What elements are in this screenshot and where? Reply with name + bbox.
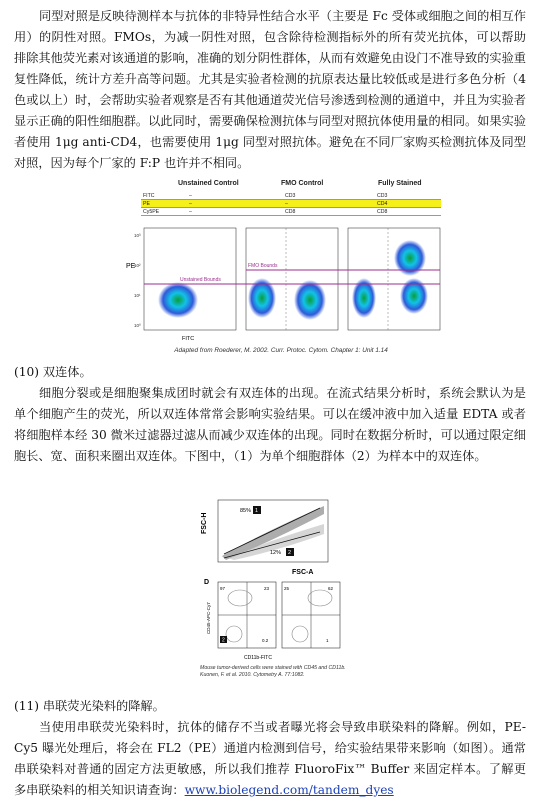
unstained-bounds-label: Unstained Bounds [180,277,221,283]
figure-caption: Mouse tumor-derived cells were stained with CD45 and CD11b. [200,665,346,671]
table-row: FITC – CD3 CD3 [141,192,441,200]
x-axis-label: FITC [182,336,195,342]
figure-caption: Adapted from Roederer, M. 2002. Curr. Protoc. Cytom. Chapter 1: Unit 1.14 [174,347,388,354]
pct-singlets: 85% [240,508,252,514]
quadrant-value: 0.2 [262,638,269,643]
header-fmo: FMO Control [281,180,324,187]
paragraph-doublets: 细胞分裂或是细胞聚集成团时就会有双连体的出现。在流式结果分析时，系统会默认为是单个细胞产生的荧光，所以双连体常常会影响实验结果。可以在缓冲液中加入适量 EDTA 或者将细胞样本经 30 微米过滤器过滤从而减少双连体的出现。同时在数据分析时，可以通过限定细胞长、宽、面积来圈出双连体。下图中，（1）为单个细胞群体（2）为样本中的双连体。 [14,386,526,463]
cell-population [294,280,326,320]
cd11b-axis-label: CD11b-FITC [244,655,272,661]
quadrant-gate-label: 2 [222,637,225,644]
cd45-axis-label: CD45-APC-Cy7 [206,602,211,634]
doublet-plots [200,494,348,670]
header-unstained: Unstained Control [178,180,239,187]
cell-population [394,240,426,276]
quadrant-value: 97 [220,586,226,591]
fmo-control-figure [116,180,446,358]
table-row: PE – – CD4 [141,200,441,208]
flow-dot-plots [116,180,446,345]
gate-2-label: 2 [288,550,292,556]
panel-label: D [204,579,210,586]
fsc-a-label: FSC-A [292,569,314,576]
header-fully-stained: Fully Stained [378,180,422,187]
fmo-bounds-label: FMO Bounds [248,263,278,269]
quadrant-value: 1 [326,638,329,643]
tick-label: 10¹ [134,293,141,298]
gate-1-label: 1 [255,508,259,514]
tandem-dyes-link[interactable]: www.biolegend.com/tandem_dyes [184,783,394,797]
fsc-h-label: FSC-H [201,512,208,534]
heading-doublets: (10) 双连体。 [14,365,92,379]
y-axis-label: PE [126,263,136,270]
paragraph-isotype-control: 同型对照是反映待测样本与抗体的非特异性结合水平（主要是 Fc 受体或细胞之间的相互作用）的阴性对照。FMOs，为减一阴性对照，包含除待检测指标外的所有荧光抗体，可以帮助排除其他荧光素对该通道的影响，准确的划分阴性群体，从而有效避免由设门不准导致的实验重复性降低，统计方差升高等问题。尤其是实验者检测的抗原表达量比较低或是进行多色分析（4 色或以上）时，会帮助实验者观察是否有其他通道荧光信号渗透到检测的通道中，并且为实验者显示正确的阳性细胞群。以此同时，需要确保检测抗体与同型对照抗体使用量的相同。如果实验者使用 1μg anti-CD4，也需要使用 1μg 同型对照抗体。避免在不同厂家购买检测抗体及同型对照，因为每个厂家的 F:P 也许并不相同。 [14,9,526,170]
quadrant-value: 62 [328,586,334,591]
cell-population [158,282,198,318]
table-row: Cy5PE – CD8 CD8 [141,208,441,216]
cell-population [400,278,428,314]
quadrant-value: 25 [284,586,290,591]
tick-label: 10² [134,263,141,268]
doublet-figure [200,494,348,680]
figure-citation: Kuonen, F. et al. 2010. Cytometry A. 77:1082. [200,672,305,678]
quadrant-value: 23 [264,586,270,591]
tick-label: 10³ [134,233,141,238]
pct-doublets: 12% [270,550,282,556]
heading-tandem-dyes: (11) 串联荧光染料的降解。 [14,699,165,713]
tick-label: 10⁰ [134,323,141,328]
paragraph-tandem-dyes: 当使用串联荧光染料时，抗体的储存不当或者曝光将会导致串联染料的降解。例如，PE-Cy5 曝光处理后，将会在 FL2（PE）通道内检测到信号，给实验结果带来影响（如图）。通常串联染料对普通的固定方法更敏感，所以我们推荐 FluoroFix™ Buffer 来固定样本。了解更多串联染料的相关知识请查询：www.biolegend.com/tandem_dyes [14,720,526,797]
